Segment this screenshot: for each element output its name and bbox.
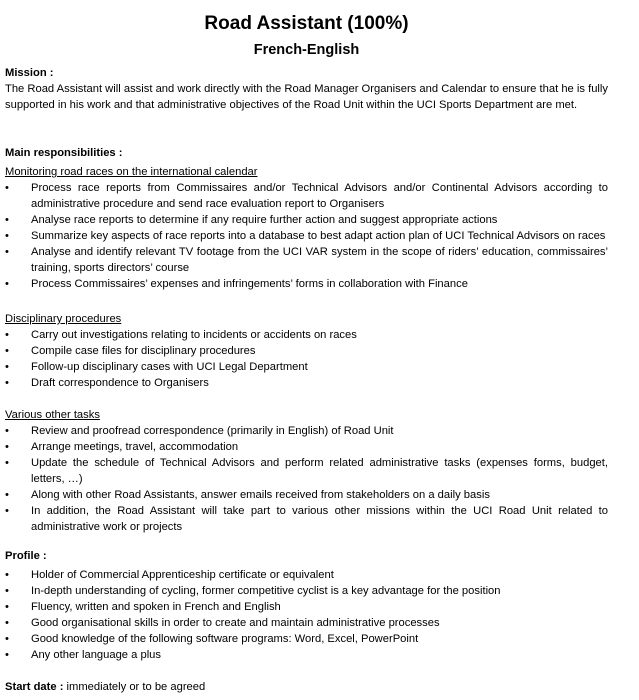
list-item-text: Analyse race reports to determine if any require further action and suggest appropriate actions [31, 214, 498, 226]
list-item-text: In-depth understanding of cycling, former competitive cyclist is a key advantage for the position [31, 585, 501, 597]
list-item-text: Update the schedule of Technical Advisors and perform related administrative tasks (expenses forms, budget, letters, …) [31, 457, 608, 485]
list-item [5, 583, 608, 599]
page-title: Road Assistant (100%) [204, 13, 409, 34]
section-heading: Various other tasks [5, 409, 100, 421]
section-list [5, 423, 608, 535]
bullet-icon: • [5, 278, 9, 290]
list-item [5, 423, 608, 439]
list-item-text: Review and proofread correspondence (primarily in English) of Road Unit [31, 425, 394, 437]
list-item [5, 455, 608, 487]
bullet-icon: • [5, 246, 9, 258]
list-item-text: Holder of Commercial Apprenticeship certificate or equivalent [31, 569, 334, 581]
list-item-text: Compile case files for disciplinary procedures [31, 345, 256, 357]
section-disciplinary [5, 311, 608, 391]
list-item-text: Process race reports from Commissaires and/or Technical Advisors and/or Continental Advisors according to administrative procedure and send race evaluation report to Organisers [31, 182, 608, 210]
list-item [5, 276, 608, 292]
start-date-label: Start date : [5, 681, 64, 693]
list-item-text: Carry out investigations relating to incidents or accidents on races [31, 329, 357, 341]
list-item [5, 647, 608, 663]
section-various [5, 407, 608, 535]
list-item [5, 180, 608, 212]
list-item [5, 487, 608, 503]
bullet-icon: • [5, 377, 9, 389]
list-item-text: Fluency, written and spoken in French and English [31, 601, 281, 613]
bullet-icon: • [5, 182, 9, 194]
bullet-icon: • [5, 329, 9, 341]
bullet-icon: • [5, 214, 9, 226]
list-item-text: Good knowledge of the following software programs: Word, Excel, PowerPoint [31, 633, 419, 645]
list-item-text: Good organisational skills in order to create and maintain administrative processes [31, 617, 440, 629]
list-item-text: Analyse and identify relevant TV footage from the UCI VAR system in the scope of riders’ education, commissaires’ training, sports directors’ course [31, 246, 608, 274]
list-item [5, 599, 608, 615]
list-item [5, 375, 608, 391]
mission-section [5, 65, 608, 113]
section-list [5, 180, 608, 292]
section-heading: Disciplinary procedures [5, 313, 122, 325]
list-item [5, 244, 608, 276]
bullet-icon: • [5, 345, 9, 357]
start-date-value: immediately or to be agreed [66, 681, 206, 693]
responsibilities-label-block [5, 145, 608, 161]
list-item [5, 439, 608, 455]
list-item-text: Arrange meetings, travel, accommodation [31, 441, 239, 453]
list-item-text: Any other language a plus [31, 649, 161, 661]
bullet-icon: • [5, 230, 9, 242]
bullet-icon: • [5, 649, 9, 661]
page-subtitle: French-English [253, 42, 360, 58]
list-item [5, 343, 608, 359]
list-item [5, 567, 608, 583]
section-monitoring [5, 164, 608, 292]
list-item [5, 228, 608, 244]
list-item-text: Along with other Road Assistants, answer emails received from stakeholders on a daily basis [31, 489, 490, 501]
list-item-text: Summarize key aspects of race reports into a database to best adapt action plan of UCI Technical Advisors on races [31, 230, 606, 242]
profile-list [5, 567, 608, 663]
list-item [5, 631, 608, 647]
start-date-line [5, 679, 608, 695]
bullet-icon: • [5, 361, 9, 373]
bullet-icon: • [5, 505, 9, 517]
section-heading: Monitoring road races on the international calendar [5, 166, 258, 178]
bullet-icon: • [5, 633, 9, 645]
list-item [5, 327, 608, 343]
list-item [5, 615, 608, 631]
list-item-text: In addition, the Road Assistant will take part to various other missions within the UCI Road Unit related to administrative work or projects [31, 505, 608, 533]
bullet-icon: • [5, 425, 9, 437]
section-list [5, 327, 608, 391]
list-item [5, 503, 608, 535]
bullet-icon: • [5, 569, 9, 581]
list-item-text: Draft correspondence to Organisers [31, 377, 209, 389]
bullet-icon: • [5, 457, 9, 469]
list-item-text: Follow-up disciplinary cases with UCI Legal Department [31, 361, 308, 373]
bullet-icon: • [5, 601, 9, 613]
list-item [5, 212, 608, 228]
profile-label: Profile : [5, 550, 47, 562]
bullet-icon: • [5, 585, 9, 597]
responsibilities-label: Main responsibilities : [5, 147, 123, 159]
list-item-text: Process Commissaires’ expenses and infringements’ forms in collaboration with Finance [31, 278, 468, 290]
mission-label: Mission : [5, 67, 54, 79]
profile-section [5, 548, 608, 663]
list-item [5, 359, 608, 375]
mission-text: The Road Assistant will assist and work directly with the Road Manager Organisers and Calendar to ensure that he is fully supported in his work and that administrative objectives of the Road Unit within the UCI Sports Department are met. [5, 83, 608, 111]
bullet-icon: • [5, 441, 9, 453]
bullet-icon: • [5, 489, 9, 501]
bullet-icon: • [5, 617, 9, 629]
